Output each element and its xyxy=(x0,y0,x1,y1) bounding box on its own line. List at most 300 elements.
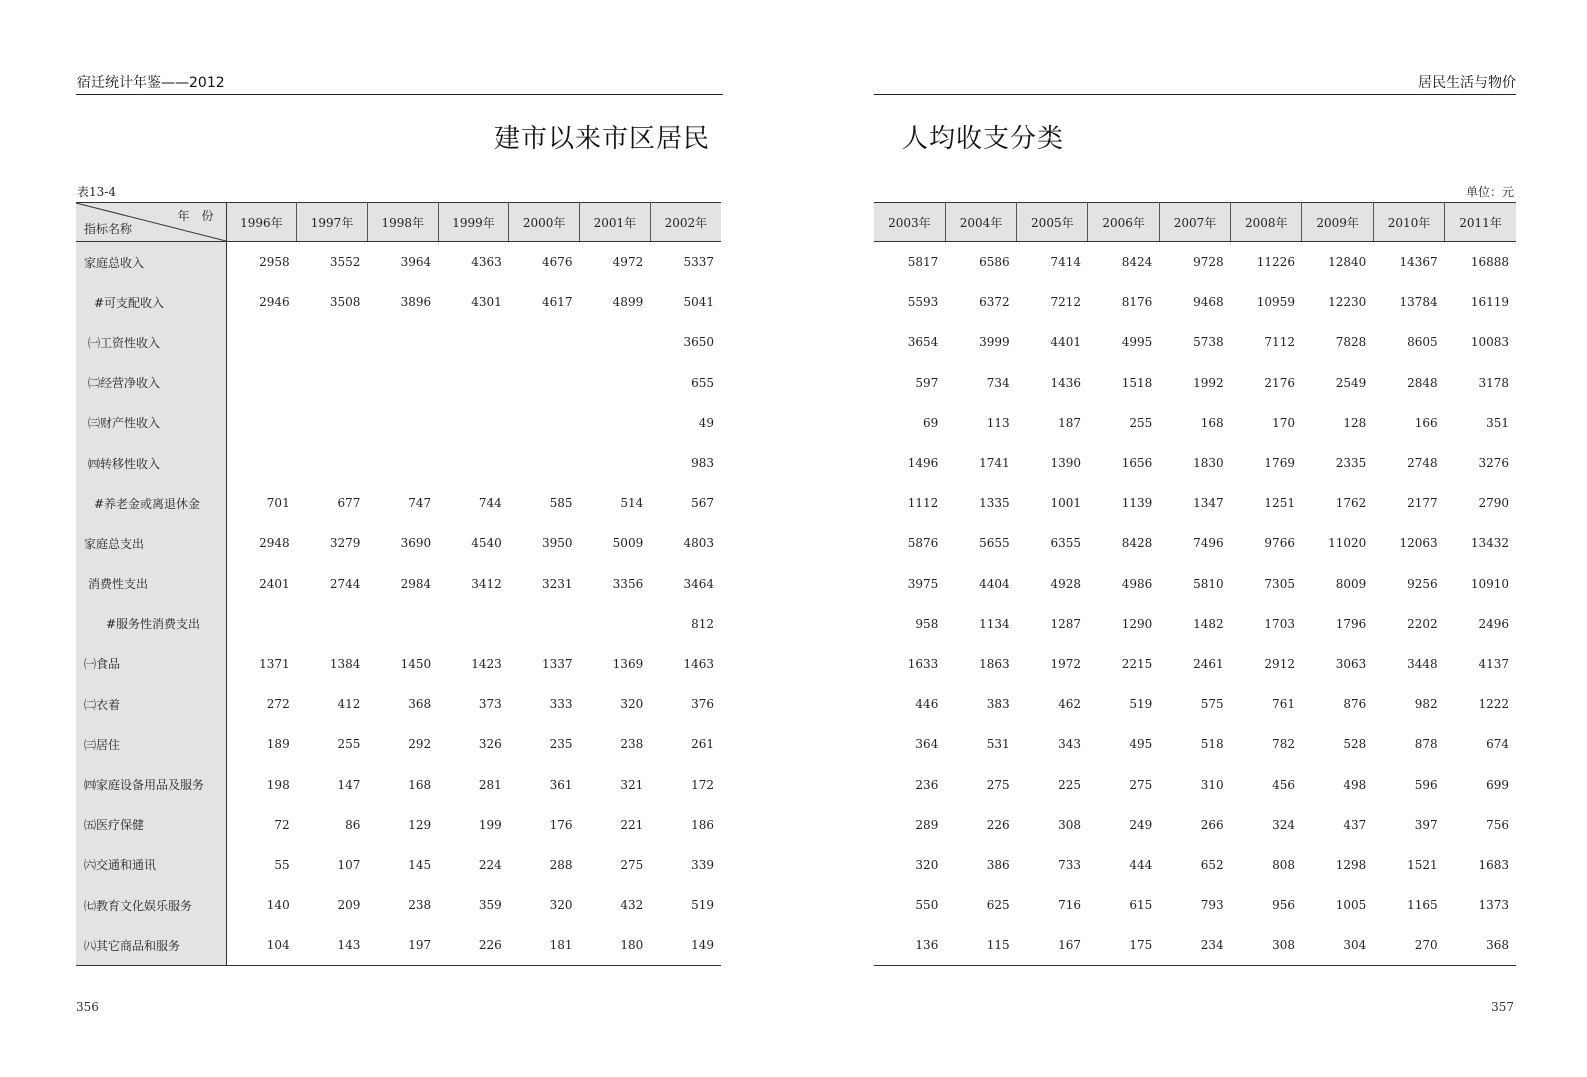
data-cell: 4540 xyxy=(471,536,502,551)
data-cell: 5041 xyxy=(683,295,714,310)
data-cell: 4986 xyxy=(1121,576,1153,591)
data-cell: 3464 xyxy=(683,576,714,591)
data-cell: 550 xyxy=(915,898,939,913)
year-header: 1996年 xyxy=(226,203,297,242)
table-row xyxy=(76,684,721,724)
header-rule-left xyxy=(76,94,723,95)
year-header: 1999年 xyxy=(438,203,509,242)
table-row xyxy=(76,845,721,885)
data-cell: 5738 xyxy=(1193,335,1224,350)
table-row xyxy=(874,483,1516,523)
data-cell: 456 xyxy=(1272,777,1295,792)
data-cell: 956 xyxy=(1272,898,1295,913)
data-cell: 69 xyxy=(923,415,939,430)
data-cell: 2848 xyxy=(1407,375,1438,390)
data-cell: 209 xyxy=(337,898,361,913)
data-cell: 585 xyxy=(549,496,573,511)
data-cell: 2496 xyxy=(1478,616,1509,631)
data-cell: 677 xyxy=(337,496,361,511)
data-cell xyxy=(438,403,509,443)
data-cell: 4972 xyxy=(612,255,644,270)
data-cell: 238 xyxy=(620,737,644,752)
data-cell xyxy=(580,322,651,362)
data-cell: 281 xyxy=(478,777,502,792)
data-cell xyxy=(438,604,509,644)
table-row xyxy=(874,564,1516,604)
table-row xyxy=(76,764,721,804)
data-cell: 249 xyxy=(1129,817,1153,832)
data-cell xyxy=(438,322,509,362)
data-cell: 744 xyxy=(478,496,502,511)
table-right xyxy=(874,202,1516,966)
data-cell: 176 xyxy=(549,817,573,832)
table-row xyxy=(76,523,721,563)
data-cell: 1287 xyxy=(1050,616,1081,631)
data-cell: 1112 xyxy=(907,496,939,511)
data-cell: 1521 xyxy=(1407,857,1438,872)
data-cell xyxy=(438,363,509,403)
data-cell: 55 xyxy=(274,857,290,872)
data-cell: 234 xyxy=(1159,925,1230,966)
data-cell: 4676 xyxy=(541,255,573,270)
data-cell: 1423 xyxy=(471,656,502,671)
data-cell: 4928 xyxy=(1050,576,1081,591)
data-cell: 292 xyxy=(408,737,432,752)
data-cell: 107 xyxy=(337,857,361,872)
data-cell: 528 xyxy=(1343,737,1367,752)
row-label: 消费性支出 xyxy=(76,564,226,604)
row-label: ㈡经营净收入 xyxy=(76,363,226,403)
data-cell: 4803 xyxy=(683,536,714,551)
data-cell: 1482 xyxy=(1193,616,1224,631)
data-cell: 1222 xyxy=(1478,697,1509,712)
table-row xyxy=(874,764,1516,804)
data-cell: 255 xyxy=(1129,415,1153,430)
data-cell: 1347 xyxy=(1193,496,1224,511)
data-cell: 187 xyxy=(1058,415,1081,430)
data-cell: 5810 xyxy=(1193,576,1224,591)
data-cell: 166 xyxy=(1414,415,1438,430)
data-cell: 3950 xyxy=(541,536,573,551)
data-cell: 2984 xyxy=(400,576,432,591)
row-label: ㈦教育文化娱乐服务 xyxy=(76,885,226,925)
data-cell: 1290 xyxy=(1121,616,1153,631)
data-cell: 1769 xyxy=(1264,456,1295,471)
table-row xyxy=(874,282,1516,322)
data-cell: 197 xyxy=(367,925,438,966)
data-cell: 13432 xyxy=(1470,536,1509,551)
data-cell: 310 xyxy=(1200,777,1224,792)
data-cell: 1337 xyxy=(541,656,573,671)
table-row xyxy=(874,885,1516,925)
data-cell xyxy=(438,443,509,483)
table-row xyxy=(76,363,721,403)
data-cell: 113 xyxy=(986,415,1010,430)
data-cell: 12063 xyxy=(1399,536,1438,551)
data-cell xyxy=(367,604,438,644)
data-cell xyxy=(367,363,438,403)
data-cell: 2958 xyxy=(259,255,290,270)
data-cell: 172 xyxy=(691,777,714,792)
page-title-right: 人均收支分类 xyxy=(902,124,1065,154)
table-row xyxy=(874,322,1516,362)
data-cell: 170 xyxy=(1272,415,1295,430)
data-cell: 1633 xyxy=(907,656,939,671)
table-row xyxy=(874,403,1516,443)
data-cell: 1139 xyxy=(1121,496,1153,511)
data-cell: 143 xyxy=(297,925,368,966)
data-cell: 4617 xyxy=(541,295,573,310)
row-label: ㈥交通和通讯 xyxy=(76,845,226,885)
data-cell: 982 xyxy=(1414,697,1438,712)
table-row xyxy=(874,805,1516,845)
page-number-left: 356 xyxy=(76,1000,99,1014)
table-row xyxy=(76,403,721,443)
year-header: 2006年 xyxy=(1088,203,1159,242)
data-cell: 716 xyxy=(1058,898,1081,913)
data-cell: 386 xyxy=(986,857,1010,872)
data-cell: 321 xyxy=(620,777,644,792)
data-cell: 221 xyxy=(620,817,644,832)
data-cell: 519 xyxy=(691,898,714,913)
table-row xyxy=(76,724,721,764)
table-row xyxy=(874,363,1516,403)
table-row xyxy=(874,644,1516,684)
data-cell: 8176 xyxy=(1121,295,1153,310)
data-cell: 1972 xyxy=(1050,656,1081,671)
data-cell: 674 xyxy=(1486,737,1509,752)
data-cell: 343 xyxy=(1058,737,1081,752)
data-cell: 9728 xyxy=(1193,255,1224,270)
data-cell: 514 xyxy=(620,496,644,511)
table-row xyxy=(874,925,1516,966)
data-cell: 4137 xyxy=(1478,656,1509,671)
year-header: 2004年 xyxy=(945,203,1016,242)
data-cell: 1384 xyxy=(329,656,361,671)
data-cell: 326 xyxy=(478,737,502,752)
data-cell xyxy=(226,322,297,362)
table-row xyxy=(76,282,721,322)
data-cell: 2202 xyxy=(1407,616,1438,631)
data-cell: 255 xyxy=(337,737,361,752)
data-cell: 16119 xyxy=(1470,295,1509,310)
table-row xyxy=(874,443,1516,483)
data-cell: 3552 xyxy=(329,255,361,270)
data-cell: 2215 xyxy=(1121,656,1153,671)
data-cell: 11020 xyxy=(1328,536,1367,551)
year-header: 1998年 xyxy=(367,203,438,242)
data-cell: 5593 xyxy=(907,295,939,310)
row-label: ㈡衣着 xyxy=(76,684,226,724)
data-cell: 128 xyxy=(1343,415,1367,430)
data-cell: 3650 xyxy=(683,335,714,350)
data-cell: 495 xyxy=(1129,737,1153,752)
data-cell: 2946 xyxy=(259,295,290,310)
data-cell: 376 xyxy=(691,697,714,712)
row-label: ㈢居住 xyxy=(76,724,226,764)
data-cell: 498 xyxy=(1343,777,1367,792)
data-cell: 1741 xyxy=(979,456,1010,471)
data-cell: 8009 xyxy=(1335,576,1367,591)
table-row xyxy=(76,564,721,604)
data-cell: 432 xyxy=(620,898,644,913)
data-cell: 8424 xyxy=(1121,255,1153,270)
data-cell: 1298 xyxy=(1335,857,1367,872)
data-cell: 266 xyxy=(1200,817,1224,832)
data-cell xyxy=(297,443,368,483)
data-cell: 1005 xyxy=(1335,898,1367,913)
data-cell: 3178 xyxy=(1478,375,1509,390)
data-cell: 2748 xyxy=(1407,456,1438,471)
stub-header xyxy=(76,203,226,242)
row-label: ㈤医疗保健 xyxy=(76,805,226,845)
data-cell: 812 xyxy=(691,616,714,631)
data-cell: 14367 xyxy=(1399,255,1438,270)
data-cell: 359 xyxy=(478,898,502,913)
table-row xyxy=(874,604,1516,644)
table-row xyxy=(76,644,721,684)
data-cell: 7305 xyxy=(1264,576,1295,591)
data-cell: 149 xyxy=(650,925,721,966)
stub-header-year: 年 份 xyxy=(177,209,214,223)
table-left xyxy=(76,202,721,966)
data-cell: 876 xyxy=(1343,697,1367,712)
data-cell: 86 xyxy=(345,817,361,832)
year-header: 2009年 xyxy=(1302,203,1373,242)
data-cell: 2948 xyxy=(259,536,290,551)
data-cell: 1703 xyxy=(1264,616,1295,631)
data-cell: 3896 xyxy=(400,295,432,310)
data-cell: 6586 xyxy=(979,255,1010,270)
data-cell: 238 xyxy=(408,898,432,913)
data-cell: 10910 xyxy=(1470,576,1509,591)
table-row xyxy=(76,885,721,925)
row-label: 家庭总收入 xyxy=(76,242,226,283)
data-cell: 225 xyxy=(1058,777,1081,792)
data-cell: 761 xyxy=(1272,697,1295,712)
year-header: 2007年 xyxy=(1159,203,1230,242)
unit-label: 单位：元 xyxy=(1465,185,1514,199)
data-cell: 878 xyxy=(1414,737,1438,752)
data-cell: 734 xyxy=(986,375,1010,390)
data-cell: 596 xyxy=(1414,777,1438,792)
row-label: #可支配收入 xyxy=(76,282,226,322)
data-cell: 115 xyxy=(945,925,1016,966)
data-cell: 2177 xyxy=(1407,496,1438,511)
data-cell: 339 xyxy=(691,857,714,872)
data-cell: 275 xyxy=(986,777,1010,792)
data-cell: 333 xyxy=(549,697,573,712)
data-cell: 597 xyxy=(915,375,939,390)
data-cell: 2912 xyxy=(1264,656,1295,671)
data-cell: 756 xyxy=(1486,817,1509,832)
data-cell: 2549 xyxy=(1335,375,1367,390)
data-cell: 104 xyxy=(226,925,297,966)
data-cell: 3448 xyxy=(1407,656,1438,671)
data-cell: 288 xyxy=(549,857,573,872)
table-row xyxy=(76,322,721,362)
row-label: ㈧其它商品和服务 xyxy=(76,925,226,966)
data-cell: 5009 xyxy=(612,536,644,551)
data-cell: 782 xyxy=(1272,737,1295,752)
data-cell: 361 xyxy=(549,777,573,792)
data-cell: 236 xyxy=(915,777,939,792)
data-cell xyxy=(580,443,651,483)
data-cell xyxy=(580,604,651,644)
data-cell: 320 xyxy=(620,697,644,712)
data-cell: 699 xyxy=(1486,777,1509,792)
data-cell: 147 xyxy=(337,777,361,792)
row-label: ㈢财产性收入 xyxy=(76,403,226,443)
data-cell: 3690 xyxy=(400,536,432,551)
data-cell: 462 xyxy=(1058,697,1081,712)
data-cell xyxy=(367,403,438,443)
data-cell: 1863 xyxy=(979,656,1010,671)
data-cell: 6355 xyxy=(1050,536,1081,551)
data-cell: 1683 xyxy=(1478,857,1509,872)
data-cell: 444 xyxy=(1129,857,1153,872)
data-cell: 136 xyxy=(874,925,945,966)
row-label: ㈠工资性收入 xyxy=(76,322,226,362)
data-cell: 4401 xyxy=(1050,335,1081,350)
data-cell: 168 xyxy=(408,777,432,792)
data-cell: 167 xyxy=(1017,925,1088,966)
table-row xyxy=(76,443,721,483)
data-cell xyxy=(226,604,297,644)
data-cell: 1373 xyxy=(1478,898,1509,913)
data-cell: 261 xyxy=(691,737,714,752)
data-cell: 5876 xyxy=(907,536,939,551)
stub-header-name: 指标名称 xyxy=(84,222,133,236)
data-cell: 5655 xyxy=(979,536,1010,551)
data-cell: 16888 xyxy=(1470,255,1509,270)
running-header-right: 居民生活与物价 xyxy=(1418,75,1516,91)
data-cell: 519 xyxy=(1129,697,1153,712)
data-cell xyxy=(367,322,438,362)
table-row xyxy=(874,724,1516,764)
year-header: 2003年 xyxy=(874,203,945,242)
data-cell: 383 xyxy=(986,697,1010,712)
data-cell: 983 xyxy=(691,456,714,471)
year-header: 2002年 xyxy=(650,203,721,242)
data-cell: 373 xyxy=(478,697,502,712)
data-cell: 1762 xyxy=(1335,496,1367,511)
year-header: 2000年 xyxy=(509,203,580,242)
data-cell: 9766 xyxy=(1264,536,1295,551)
data-cell: 180 xyxy=(580,925,651,966)
data-cell: 272 xyxy=(266,697,290,712)
data-cell: 397 xyxy=(1414,817,1438,832)
data-cell: 4404 xyxy=(979,576,1010,591)
data-cell: 5817 xyxy=(907,255,939,270)
data-cell: 3356 xyxy=(612,576,644,591)
data-cell xyxy=(509,363,580,403)
data-cell: 2790 xyxy=(1478,496,1509,511)
year-header: 2005年 xyxy=(1017,203,1088,242)
page-title-left: 建市以来市区居民 xyxy=(494,124,711,154)
data-cell: 129 xyxy=(408,817,432,832)
data-cell: 3975 xyxy=(907,576,939,591)
data-cell: 652 xyxy=(1200,857,1224,872)
data-cell: 3412 xyxy=(471,576,502,591)
data-cell: 198 xyxy=(266,777,290,792)
data-cell: 2335 xyxy=(1335,456,1367,471)
data-cell: 1369 xyxy=(612,656,644,671)
data-cell: 145 xyxy=(408,857,432,872)
data-cell: 701 xyxy=(266,496,290,511)
data-cell: 140 xyxy=(266,898,290,913)
data-cell: 226 xyxy=(438,925,509,966)
data-cell: 1518 xyxy=(1121,375,1153,390)
data-cell xyxy=(226,403,297,443)
data-cell: 958 xyxy=(915,616,939,631)
data-cell: 7496 xyxy=(1193,536,1224,551)
data-cell xyxy=(297,403,368,443)
data-cell: 186 xyxy=(691,817,714,832)
data-cell: 3964 xyxy=(400,255,432,270)
data-cell: 4301 xyxy=(471,295,502,310)
year-header: 1997年 xyxy=(297,203,368,242)
year-header: 2001年 xyxy=(580,203,651,242)
data-cell: 1165 xyxy=(1407,898,1438,913)
data-cell xyxy=(297,322,368,362)
data-cell: 275 xyxy=(620,857,644,872)
data-cell: 412 xyxy=(337,697,361,712)
data-cell: 2401 xyxy=(259,576,290,591)
data-cell: 531 xyxy=(986,737,1010,752)
data-cell: 199 xyxy=(478,817,502,832)
table-row xyxy=(874,684,1516,724)
table-row xyxy=(874,523,1516,563)
data-cell: 320 xyxy=(915,857,939,872)
data-cell: 1992 xyxy=(1193,375,1224,390)
data-cell: 181 xyxy=(509,925,580,966)
data-cell: 1134 xyxy=(979,616,1010,631)
data-cell: 7112 xyxy=(1264,335,1295,350)
row-label: ㈣家庭设备用品及服务 xyxy=(76,764,226,804)
page-number-right: 357 xyxy=(1491,1000,1514,1014)
data-cell: 615 xyxy=(1129,898,1153,913)
data-cell: 575 xyxy=(1200,697,1224,712)
data-cell: 5337 xyxy=(683,255,714,270)
data-cell: 4363 xyxy=(471,255,502,270)
data-cell: 625 xyxy=(986,898,1010,913)
data-cell: 7828 xyxy=(1335,335,1367,350)
data-cell: 10083 xyxy=(1470,335,1509,350)
data-cell xyxy=(367,443,438,483)
table-row xyxy=(874,845,1516,885)
data-cell: 4995 xyxy=(1121,335,1153,350)
data-cell: 368 xyxy=(408,697,432,712)
data-cell xyxy=(226,443,297,483)
data-cell: 6372 xyxy=(979,295,1010,310)
table-row xyxy=(76,925,721,966)
data-cell: 275 xyxy=(1129,777,1153,792)
data-cell: 10959 xyxy=(1256,295,1295,310)
table-row xyxy=(76,604,721,644)
data-cell: 7212 xyxy=(1050,295,1081,310)
data-cell: 2176 xyxy=(1264,375,1295,390)
data-cell: 11226 xyxy=(1256,255,1295,270)
data-cell: 518 xyxy=(1200,737,1224,752)
data-cell: 3279 xyxy=(329,536,361,551)
data-cell xyxy=(226,363,297,403)
data-cell: 1335 xyxy=(979,496,1010,511)
data-cell: 175 xyxy=(1088,925,1159,966)
data-cell: 189 xyxy=(266,737,290,752)
data-cell: 1390 xyxy=(1050,456,1081,471)
data-cell: 364 xyxy=(915,737,939,752)
